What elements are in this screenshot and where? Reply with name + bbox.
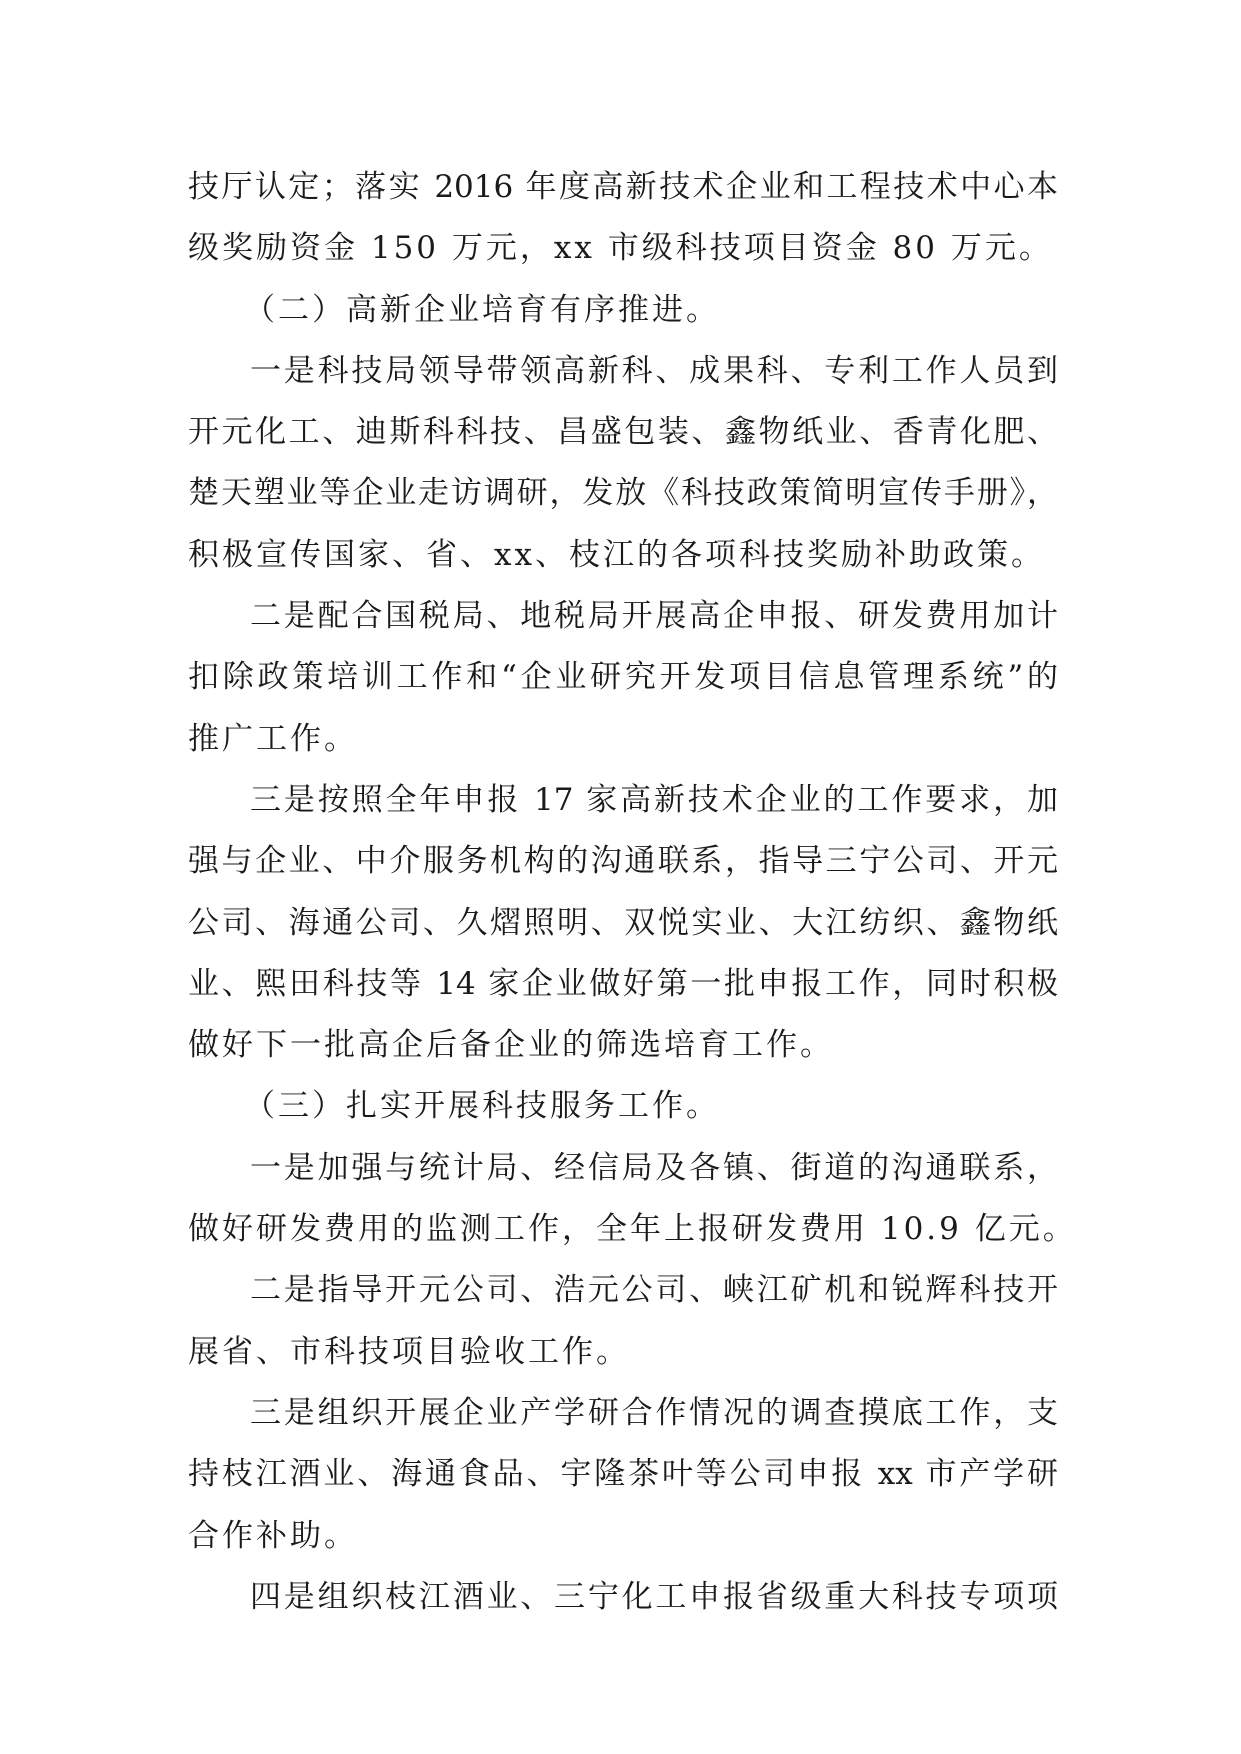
text-line: 技厅认定；落实 2016 年度高新技术企业和工程技术中心本 <box>188 169 1058 205</box>
text-line: 业、熙田科技等 14 家企业做好第一批申报工作，同时积极 <box>188 965 1058 1002</box>
text-line: 扣除政策培训工作和“企业研究开发项目信息管理系统”的 <box>188 659 1058 696</box>
paragraph-first-line: 三是按照全年申报 17 家高新技术企业的工作要求，加 <box>250 781 1058 818</box>
section-heading: （二）高新企业培育有序推进。 <box>244 291 720 328</box>
section-heading: （三）扎实开展科技服务工作。 <box>244 1088 720 1125</box>
text-line: 强与企业、中介服务机构的沟通联系，指导三宁公司、开元 <box>188 843 1058 880</box>
paragraph-first-line: 一是科技局领导带领高新科、成果科、专利工作人员到 <box>250 352 1058 389</box>
paragraph-first-line: 三是组织开展企业产学研合作情况的调查摸底工作，支 <box>250 1394 1058 1431</box>
text-line: 积极宣传国家、省、xx、枝江的各项科技奖励补助政策。 <box>188 536 1045 573</box>
text-line: 推广工作。 <box>188 720 358 757</box>
paragraph-first-line: 一是加强与统计局、经信局及各镇、街道的沟通联系， <box>250 1149 1058 1186</box>
text-line: 级奖励资金 150 万元，xx 市级科技项目资金 80 万元。 <box>188 230 1053 267</box>
paragraph-first-line: 二是配合国税局、地税局开展高企申报、研发费用加计 <box>250 598 1058 635</box>
text-line: 做好研发费用的监测工作，全年上报研发费用 10.9 亿元。 <box>188 1211 1077 1248</box>
text-line: 持枝江酒业、海通食品、宇隆茶叶等公司申报 xx 市产学研 <box>188 1456 1058 1493</box>
paragraph-first-line: 四是组织枝江酒业、三宁化工申报省级重大科技专项项 <box>250 1578 1058 1615</box>
document-body <box>188 157 1077 1628</box>
text-line: 楚天塑业等企业走访调研，发放《科技政策简明宣传手册》， <box>188 475 1058 512</box>
text-line: 做好下一批高企后备企业的筛选培育工作。 <box>188 1027 834 1064</box>
text-line: 开元化工、迪斯科科技、昌盛包装、鑫物纸业、香青化肥、 <box>188 414 1058 451</box>
text-line: 公司、海通公司、久熠照明、双悦实业、大江纺织、鑫物纸 <box>188 904 1058 941</box>
text-line: 展省、市科技项目验收工作。 <box>188 1333 630 1370</box>
paragraph-first-line: 二是指导开元公司、浩元公司、峡江矿机和锐辉科技开 <box>250 1272 1058 1309</box>
text-line: 合作补助。 <box>188 1517 358 1554</box>
